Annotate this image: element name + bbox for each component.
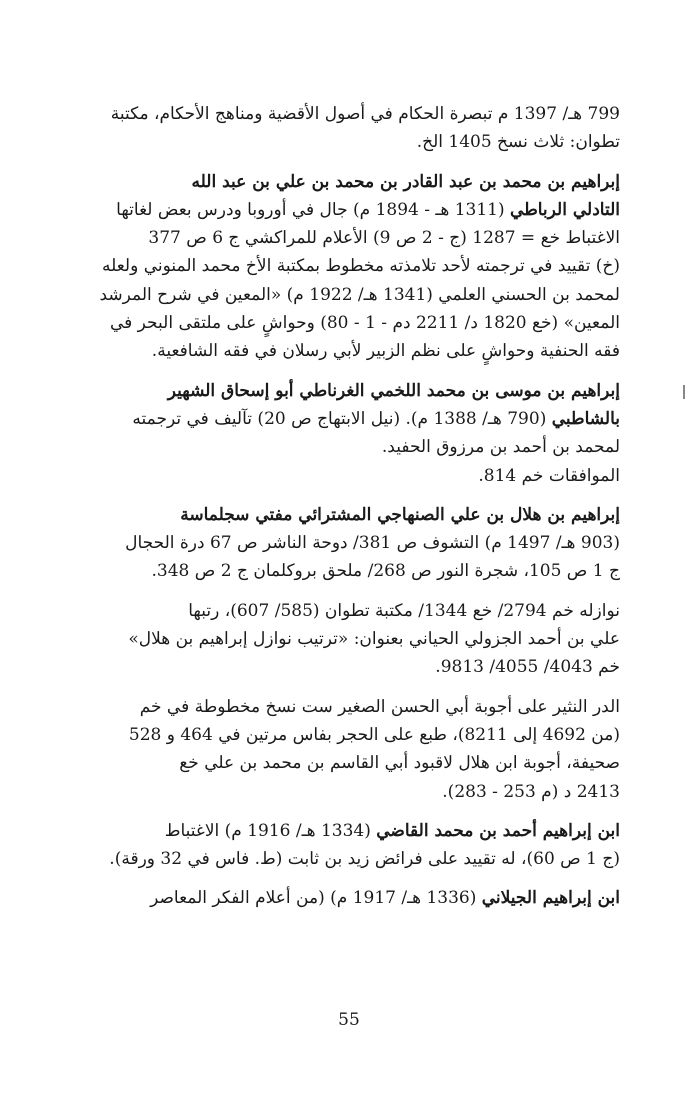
text-line: فقه الحنفية وحواشٍ على نظم الزبير لأبي رسلان في فقه الشافعية. [151, 341, 620, 362]
entry-8 [60, 884, 620, 912]
entry-name: ابن إبراهيم أحمد بن محمد القاضي [376, 820, 620, 841]
text-line: (خ) تقييد في ترجمته لأحد تلامذته مخطوط بمكتبة الأخ محمد المنوني ولعله [101, 256, 620, 277]
text-line: (من 4692 إلى 8211)، طبع على الحجر بفاس مرتين في 464 و 528 [128, 724, 620, 745]
entry-5 [60, 597, 620, 682]
scan-mark [683, 385, 685, 399]
entry-1 [60, 100, 620, 157]
text-line: نوازله خم 2794/ خع 1344/ مكتبة تطوان (585/ 607)، رتبها [188, 600, 620, 621]
entry-6 [60, 693, 620, 806]
text-line [60, 196, 620, 224]
text-line: المعين» (خع 1820 د/ 2211 دم - 1 - 80) وحواشٍ على ملتقى البحر في [109, 313, 620, 334]
text-line: (903 هـ/ 1497 م) التشوف ص 381/ دوحة الناشر ص 67 درة الحجال [125, 533, 620, 554]
entry-text: (790 هـ/ 1388 م). (نيل الابتهاج ص 20) تآليف في ترجمته [132, 408, 552, 429]
text-line [60, 884, 620, 912]
entry-text: (1336 هـ/ 1917 م) (من أعلام الفكر المعاصر [150, 888, 482, 909]
entry-heading: إبراهيم بن موسى بن محمد اللخمي الغرناطي أبو إسحاق الشهير [167, 380, 620, 401]
text-line [60, 405, 620, 433]
text-line: لمحمد بن الحسني العلمي (1341 هـ/ 1922 م) «المعين في شرح المرشد [99, 284, 620, 305]
text-line: 2413 د (م 253 - 283). [442, 781, 620, 802]
text-line: تطوان: ثلاث نسخ 1405 الخ. [416, 132, 620, 153]
entry-heading: إبراهيم بن محمد بن عبد القادر بن محمد بن علي بن عبد الله [191, 171, 620, 192]
text-line: 799 هـ/ 1397 م تبصرة الحكام في أصول الأقضية ومناهج الأحكام، مكتبة [110, 104, 620, 124]
text-line: الموافقات خم 814. [478, 465, 620, 486]
text-line: ج 1 ص 105، شجرة النور ص 268/ ملحق بروكلمان ج 2 ص 348. [151, 561, 620, 582]
entry-2 [60, 168, 620, 366]
entry-heading: إبراهيم بن هلال بن علي الصنهاجي المشترائي مفتي سجلماسة [180, 504, 620, 525]
entry-7 [60, 817, 620, 874]
text-line: علي بن أحمد الجزولي الحياني بعنوان: «ترتيب نوازل إبراهيم بن هلال» [128, 629, 620, 650]
entry-name: ابن إبراهيم الجيلاني [481, 888, 620, 909]
entry-name: التادلي الرباطي [510, 199, 620, 220]
text-line: صحيفة، أجوبة ابن هلال لاقبود أبي القاسم بن محمد بن علي خع [179, 753, 620, 774]
entry-3 [60, 377, 620, 490]
entry-4 [60, 501, 620, 586]
entry-name: بالشاطبي [551, 408, 620, 429]
text-line: الدر النثير على أجوبة أبي الحسن الصغير ست نسخ مخطوطة في خم [139, 696, 620, 717]
entry-text: (1334 هـ/ 1916 م) الاغتباط [164, 820, 377, 841]
text-line: لمحمد بن أحمد بن مرزوق الحفيد. [381, 437, 620, 458]
page-number: 55 [338, 1010, 360, 1030]
text-line: (ج 1 ص 60)، له تقييد على فرائض زيد بن ثابت (ط. فاس في 32 ورقة). [109, 849, 620, 870]
text-line [60, 817, 620, 845]
text-line: خم 4043/ 4055/ 9813. [435, 657, 620, 678]
text-line: الاغتباط خع = 1287 (ج - 2 ص 9) الأعلام للمراكشي ج 6 ص 377 [148, 228, 620, 249]
page-body [60, 100, 620, 924]
entry-text: (1311 هـ - 1894 م) جال في أوروبا ودرس بعض لغاتها [116, 199, 511, 220]
